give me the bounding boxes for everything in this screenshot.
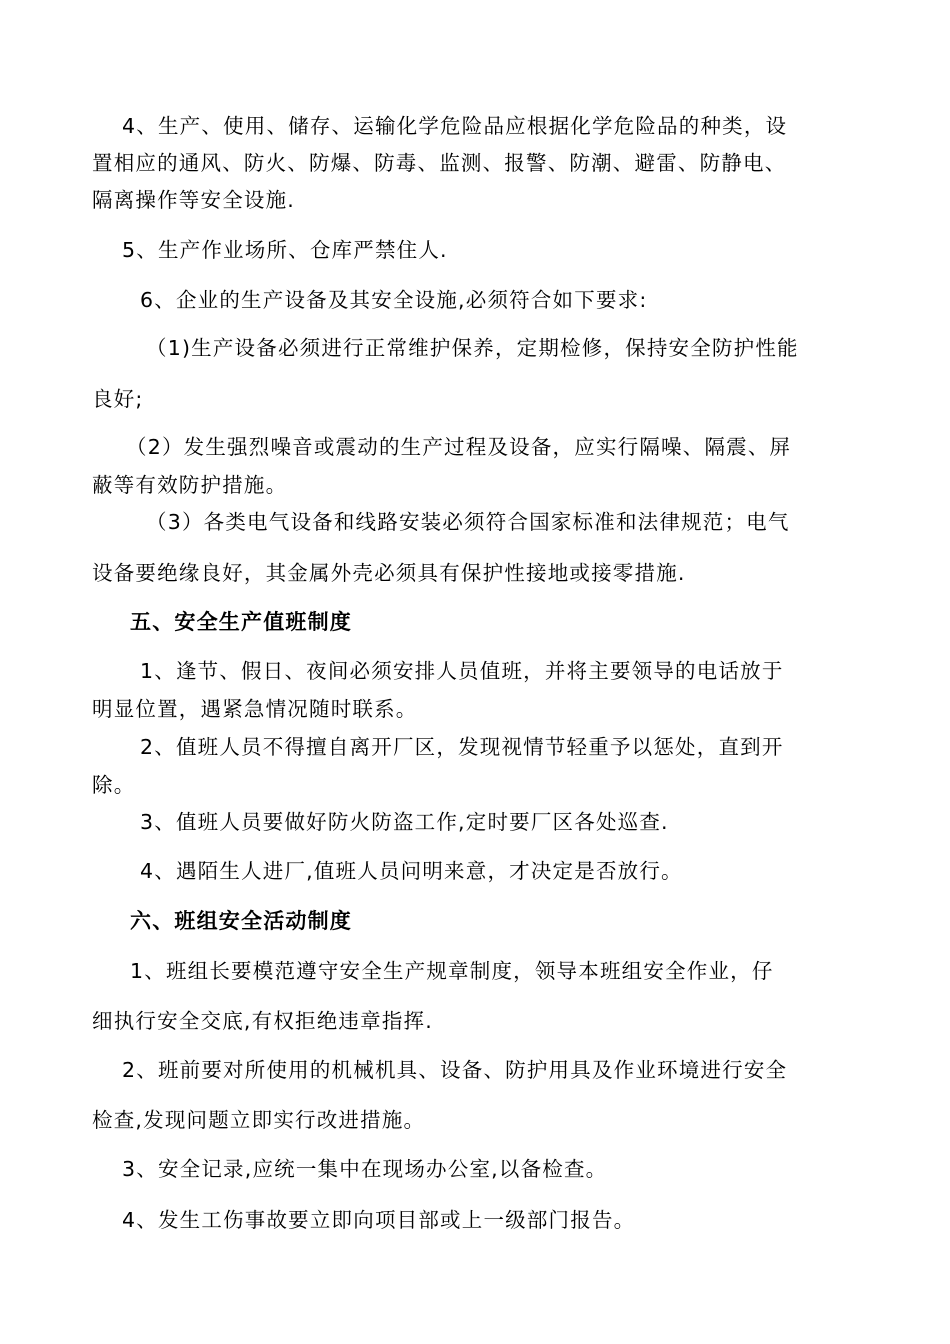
- paragraph-line: 2、值班人员不得擅自离开厂区，发现视情节轻重予以惩处，直到开: [140, 735, 784, 759]
- paragraph-line: 4、生产、使用、储存、运输化学危险品应根据化学危险品的种类，设: [122, 114, 788, 138]
- paragraph-line: （2）发生强烈噪音或震动的生产过程及设备，应实行隔噪、隔震、屏: [126, 435, 792, 459]
- paragraph-line: 1、逢节、假日、夜间必须安排人员值班，并将主要领导的电话放于: [140, 659, 784, 683]
- paragraph-line: 1、班组长要模范遵守安全生产规章制度，领导本班组安全作业，仔: [130, 959, 774, 983]
- paragraph-line: 良好;: [92, 387, 144, 411]
- section-heading: 六、班组安全活动制度: [130, 909, 352, 933]
- paragraph-line: 隔离操作等安全设施.: [92, 188, 296, 212]
- paragraph-line: （3）各类电气设备和线路安装必须符合国家标准和法律规范；电气: [146, 510, 790, 534]
- paragraph-line: 2、班前要对所使用的机械机具、设备、防护用具及作业环境进行安全: [122, 1058, 788, 1082]
- paragraph-line: 除。: [92, 773, 136, 797]
- paragraph-line: 4、遇陌生人进厂,值班人员问明来意，才决定是否放行。: [140, 859, 683, 883]
- paragraph-line: （1)生产设备必须进行正常维护保养，定期检修，保持安全防护性能: [146, 336, 799, 360]
- paragraph-line: 明显位置，遇紧急情况随时联系。: [92, 697, 418, 721]
- paragraph-line: 置相应的通风、防火、防爆、防毒、监测、报警、防潮、避雷、防静电、: [92, 151, 787, 175]
- section-heading: 五、安全生产值班制度: [130, 610, 352, 634]
- paragraph-line: 设备要绝缘良好，其金属外壳必须具有保护性接地或接零措施.: [92, 561, 686, 585]
- paragraph-line: 细执行安全交底,有权拒绝违章指挥.: [92, 1009, 433, 1033]
- paragraph-line: 蔽等有效防护措施。: [92, 473, 288, 497]
- paragraph-line: 3、安全记录,应统一集中在现场办公室,以备检查。: [122, 1157, 608, 1181]
- paragraph-line: 4、发生工伤事故要立即向项目部或上一级部门报告。: [122, 1208, 636, 1232]
- paragraph-line: 3、值班人员要做好防火防盗工作,定时要厂区各处巡查.: [140, 810, 669, 834]
- paragraph-line: 5、生产作业场所、仓库严禁住人.: [122, 238, 448, 262]
- paragraph-line: 6、企业的生产设备及其安全设施,必须符合如下要求:: [140, 288, 648, 312]
- paragraph-line: 检查,发现问题立即实行改进措施。: [92, 1108, 426, 1132]
